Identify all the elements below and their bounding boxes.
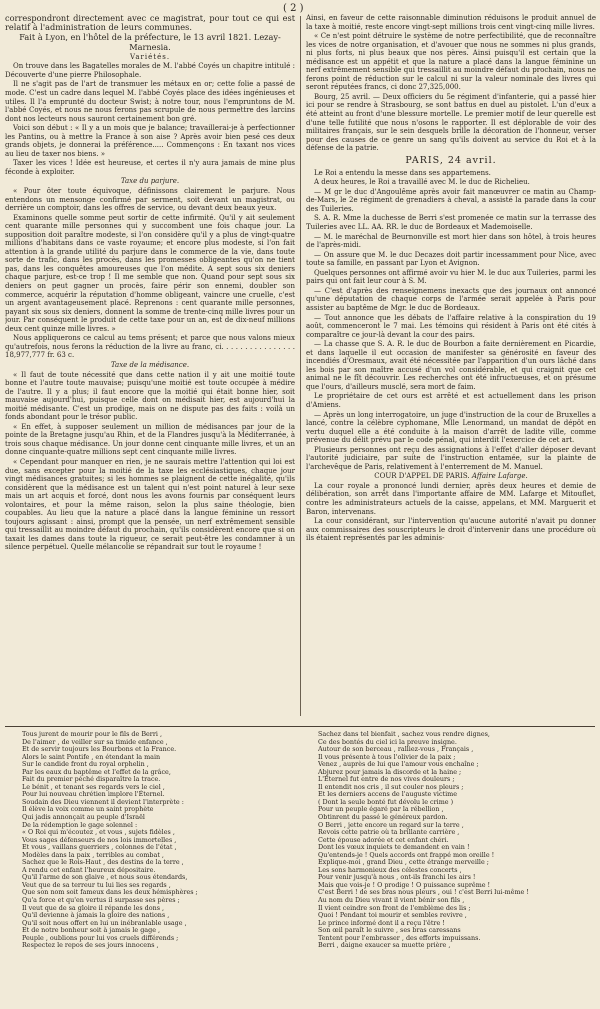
paragraph: Ainsi, en faveur de cette raisonnable diminution réduisons le produit annuel de la taxe à moitié, reste encore vingt-sept millions trois cent vingt-cinq mille livres. [306, 14, 596, 31]
news-item: Le Roi a entendu la messe dans ses appartemens. [314, 168, 491, 177]
news-item: Quelques personnes ont affirmé avoir vu hier M. le duc aux Tuileries, parmi les pairs qui ont fait leur cour à S. M. [306, 268, 596, 286]
poem-line: Revois cette patrie où ta brillante carrière , [318, 828, 460, 837]
news-item: — La chasse que S. A. R. le duc de Bourbon a faite dernièrement en Picardie, et dans laquelle il eut occasion de manifester sa générosité en faveur des incendiés d'Oresmaux, avait été nécessitée par l'apparition d'un ours lâché dans les bois par son maître accusé d'un vol considérable, et qui craignit que cet animal ne le fît découvrir. Les recherches ont été infructueuses, et on présume que l'ours, d'ailleurs musclé, sera mort de faim. [306, 340, 596, 391]
poem-line: Abjurez pour jamais la discorde et la haine ; [318, 767, 462, 776]
news-item: A deux heures, le Roi a travaillé avec M. le duc de Richelieu. [314, 178, 530, 187]
poem-line: Veut que de sa terreur tu lui lies ses regards , [22, 880, 171, 889]
paragraph: « Cependant pour manquer en rien, je ne saurais mettre l'attention qui loi est due, sans excepter pour la moitié de la taxe les ecclésiastiques, chaque jour vingt médisances gratuites; si les hommes se plaignent de cette inégalité, qu'ils considèrent que la médisance est un talent qui n'est point naturel à leur sexe mais un art acquis et forcé, dont nous les avons fournis par conséquent leurs volontaires, et pour la même raison, selon la plus saine théologie, bien coupables. Au lieu que la nature a placé dans la langue féminine un ressort toujours agissant : ainsi, prompt que la pensée, un nerf extrêmement sensible qui tressaillit au moindre défaut du prochain, qu'ils considèrent encore que si on taxait les dames dans toute la rigueur, ce serait peut-être les condamner à un silence perpétuel. Quelle mélancolie se répandrait sur tout le royaume ! [5, 457, 295, 552]
poem-line: ( Dont la seule bonté fut dévolu le crime ) [318, 797, 454, 806]
poem-line: Explique-moi , grand Dieu , cette étrange merveille ; [318, 858, 489, 867]
poem-line: De la rédemption le gage solennel : [22, 820, 138, 829]
section-heading-paris: PARIS, 24 avril. [405, 154, 497, 166]
poem-line: Il veut que de sa gloire il répande les dons , [22, 903, 165, 912]
section-heading-taxe-parjure: Taxe du parjure. [120, 177, 180, 186]
poem-line: Fait du premier péché disparaître la trace. [22, 775, 161, 784]
news-item: — C'est d'après des renseignemens inexacts que des journaux ont annoncé qu'une députation de chaque corps de l'armée serait appelée à Paris pour assister au baptême de Mgr. le duc de Bordeaux. [306, 286, 596, 312]
poem-line: Que son nom soit fameux dans les deux hémisphères ; [22, 888, 198, 897]
paragraph: Il ne s'agit pas de l'art de transmuer les métaux en or; cette folie a passé de mode. C'est un cadre dans lequel M. l'abbé Coyés place des idées ingénieuses et utiles. Il l'a emprunté du docteur Swist; à notre tour, nous l'empruntons de M. l'abbé Coyés, et nous ne nous ferons pas scrupule de nous permettre des larcins dont nos lecteurs nous sauront certainement bon gré. [5, 80, 295, 123]
paragraph: « En effet, à supposer seulement un million de médisances par jour de la pointe de la Bretagne jusqu'au Rhin, et de la Flandres jusqu'à la Méditerranée, à trois sous chaque médisance. Un jour donne cent cinquante mille livres, et un an donne cinquante-quatre millions sept cent cinquante mille livres. [5, 422, 295, 457]
poem-line: Il vient ceindre son front de l'emblème des lis ; [318, 903, 471, 912]
poem-line: Sachez dans tel bienfait , sachez vous rendre dignes, [318, 731, 490, 738]
news-item: Le propriétaire de cet ours est arrêté et est actuellement dans les prison d'Amiens. [306, 392, 596, 409]
poem-line: Autour de son berceau , ralliez-vous , Français , [318, 745, 474, 754]
poem-line: Tous jurent de mourir pour le fils de Berri , [22, 731, 163, 738]
section-divider [5, 726, 595, 727]
poem-line: Venez , auprès de lui que l'amour vous enchaîne ; [318, 760, 479, 769]
poem-line: Obtinrent du passé le généreux pardon. [318, 813, 448, 822]
paragraph: Bourg, 25 avril. — Deux officiers du 5e régiment d'infanterie, qui a passé hier ici pour se rendre à Strasbourg, se sont battus en duel au pistolet. L'un d'eux a été atteint au front d'une blessure mortelle. Le premier motif de leur querelle est d'une telle futilité que nous n'osons le rapporter. Il est déplorable de voir des militaires français, sur le sein desquels brille la décoration de l'honneur, verser pour des causes de ce genre un sang qu'ils doivent au service du Roi et à la défense de la patrie. [306, 92, 596, 153]
poem-left [22, 731, 310, 1007]
paragraph: La cour royale a prononcé lundi dernier, après deux heures et demie de délibération, son arrêt dans l'importante affaire de MM. Lafarge et Mitouflet, contre les administrateurs actuels de la caisse, appelans, et MM. Marguerit et Baron, intervenans. [306, 481, 596, 516]
poem-right [318, 731, 600, 1007]
section-heading-cour [306, 472, 596, 481]
poem-line: Cette épouse adorée et cet enfant chéri. [318, 835, 449, 844]
poem-line: Sur le candide front du royal orphelin , [22, 760, 149, 769]
poem-line: Qu'a force et qu'en vertus il surpasse ses pères ; [22, 896, 180, 905]
poem-line: Vous sages défenseurs de nos lois immortelles , [22, 835, 177, 844]
poem-line: Le bénit , et tenant ses regards vers le ciel , [22, 782, 165, 791]
poem-line: A rendu cet enfant l'heureux dépositaire. [22, 865, 156, 874]
poem-line: Modèles dans la paix , terribles au combat , [22, 850, 164, 859]
paragraph: « Ce n'est point détruire le système de notre perfectibilité, que de reconnaître les vices de notre organisation, et d'avouer que nous ne sommes ni plus grands, ni plus forts, ni plus beaux que nos pères. Ainsi puisqu'il est certain que la médisance est un appétit et que la nature a placé dans la langue féminine un nerf extrêmement sensible qui tressaillit au moindre défaut du prochain, nous ne ferons point de réduction sur le calcul ni sur la valeur nominale des livres qui seront réputées francs, ci donc 27,325,000. [306, 32, 596, 92]
poem-line: Pour un peuple égaré par la rébellion , [318, 805, 444, 814]
news-item: — On assure que M. le duc Decazes doit partir incessamment pour Nice, avec toute sa famille, en passant par Lyon et Avignon. [306, 250, 596, 268]
poem-line: « O Roi qui m'écoutez , et vous , sujets fidèles , [22, 828, 175, 837]
poem-line: Sachez que le Rois-Haut , des destins de la terre , [22, 858, 184, 867]
poem-line: Pour venir jusqu'à nous , ont-ils franchi les airs ! [318, 873, 476, 882]
poem-line: Qu'il soit nous offert en lui un inébranlable usage , [22, 918, 187, 927]
poem-line: Ce des bontés du ciel ici la preuve insigne. [318, 737, 457, 746]
poem-line: Et vous , vaillans guerriers , colonnes de l'état , [22, 843, 177, 852]
poem-line: Berri , daigne exaucer sa muette prière , [318, 941, 451, 950]
poem-line: Au nom du Dieu vivant il vient bénir son fils , [318, 896, 465, 905]
left-intro-text: correspondront directement avec ce magistrat, pour tout ce qui est relatif à l'administration de leurs communes. [5, 14, 295, 33]
left-column [5, 14, 295, 724]
poem-line: Et les derniers accens de l'auguste victime [318, 790, 457, 799]
poem-line: De l'aimer , de veiller sur sa timide enfance , [22, 737, 168, 746]
poem-line: Il vous présente à tous l'olivier de la paix ; [318, 752, 456, 761]
poem-line: Son œil paraît le suivre , ses bras caressans [318, 926, 461, 935]
paragraph: Examinons quelle somme peut sortir de cette infirmité. Qu'il y ait seulement cent quarante mille personnes qui y succombent une fois chaque jour. La supposition doit paraître modeste, si l'on considère qu'il y a plus de vingt-quatre millions d'habitans dans ce vaste royaume; et encore plus modeste, si l'on fait attention à la grande utilité du parjure dans le commerce de la vie, dans toute sorte de trafic, dans les procès, dans les promesses obligeantes qu'on ne tient pas, dans les conquêtes amoureuses que l'on médite. A sept sous six deniers chaque parjure, est-ce trop ! Il me semble que non. Quand pour sept sous six deniers on peut gagner un procès, faire périr son ennemi, doubler son commerce, acquérir la réputation d'homme obligeant, vaincre une cruelle, c'est un argent avantageusement placé. Reprenons : cent quarante mille personnes, payant six sous six deniers, donnent la somme de trente-cinq mille livres pour un jour. Par conséquent le produit de cette taxe pour un an, est de dix-neuf millions deux cent quinze mille livres. » [5, 213, 295, 333]
news-item: — M. le maréchal de Beurnonville est mort hier dans son hôtel, à trois heures de l'après-midi. [306, 232, 596, 250]
poem-line: Pour lui nouveau chrétien implore l'Éternel. [22, 790, 165, 799]
paragraph: Voici son début : « Il y a un mois que je balance; travaillerai-je à perfectionner les Pantins, ou à mettre la France à son aise ? Après avoir bien pesé ces deux grands objets, je donnerai la préférence..... Commençons : En taxant nos vices au lieu de taxer nos biens. » [5, 124, 295, 158]
section-heading-varietes: Variétés. [129, 52, 171, 61]
cour-subtitle: Affaire Lafarge. [471, 472, 528, 481]
poem-line: Qu'entends-je ! Quels accords ont frappé mon oreille ! [318, 850, 495, 859]
column-divider [300, 16, 301, 716]
poem-line: Soudain des Dieu viennent il devient l'interprète : [22, 797, 184, 806]
poem-line: Mais que vois-je ! O prodige ! O puissance suprême ! [318, 880, 491, 889]
dateline-signature: Fait à Lyon, en l'hôtel de la préfecture, le 13 avril 1821. Lezay-Marnesia. [19, 32, 281, 52]
poem-line: Par les eaux du baptême et l'effet de la grâce, [22, 767, 171, 776]
news-item: — M gr le duc d'Angoulême après avoir fait manœuvrer ce matin au Champ-de-Mars, le 2e régiment de grenadiers à cheval, a assisté la parade dans la cour des Tuileries. [306, 187, 596, 213]
poem-line: Tentent pour l'embrasser , des efforts impuissans. [318, 933, 481, 942]
poem-line: Qui jadis annonçait au peuple d'Israël [22, 813, 145, 822]
paragraph: « Il faut de toute nécessité que dans cette nation il y ait une moitié toute bonne et l'autre toute mauvaise; puisqu'une moitié est toute occupée à médire de l'autre. Il y a plus; il faut encore que la moitié qui était bonne hier, soit mauvaise aujourd'hui, puisque celle dont on médisait hier, est aujourd'hui la moitié médisante. C'est un prodige, mais on ne dispute pas des faits : voilà un fonds abondant pour le trésor public. [5, 370, 295, 422]
paragraph: La cour considérant, sur l'intervention qu'aucune autorité n'avait pu donner aux commissaires des souscripteurs le droit d'intervenir dans une procédure où ils étaient représentés par les adminis- [306, 517, 596, 543]
poem-line: C'est Berri ! de ses bras nous pleurs , oui ! c'est Berri lui-même ! [318, 888, 529, 897]
page-number: ( 2 ) [283, 3, 304, 14]
poem-line: Dont les vœux inquiets te demandent en vain ! [318, 843, 470, 852]
news-item: — Après un long interrogatoire, un juge d'instruction de la cour de Bruxelles a lancé, contre la célèbre cyphomane, Mlle Lenormand, un mandat de dépôt en vertu duquel elle a été conduite à la maison d'arrêt de ladite ville, comme prévenue du délit prévu par le code pénal, qui interdit l'exercice de cet art. [306, 410, 596, 445]
paragraph: On trouve dans les Bagatelles morales de M. l'abbé Coyés un chapitre intitulé : Découverte d'une pierre Philosophale. [5, 62, 295, 79]
poem-line: Et de servir toujours les Bourbons et la France. [22, 745, 177, 754]
poem-line: Alors le saint Pontife , en étendant la main [22, 752, 161, 761]
poem-line: Quoi ! Pendant toi mourir et sembles revivre , [318, 911, 467, 920]
news-item: S. A. R. Mme la duchesse de Berri s'est promenée ce matin sur la terrasse des Tuileries avec LL. AA. RR. le duc de Bordeaux et Mademoiselle. [306, 214, 596, 232]
news-item: — Tout annonce que les débats de l'affaire relative à la conspiration du 19 août, commenceront le 7 mai. Les témoins qui résident à Paris ont été cités à comparaître ce jour-là devant la cour des pairs. [306, 313, 596, 339]
poem-line: Respectez le repos de ses jours innocens , [22, 941, 159, 950]
paragraph: « Pour ôter toute équivoque, définissons clairement le parjure. Nous entendons un mensonge confirmé par serment, soit devant un magistrat, ou derrière un comptoir, dans les offres de service, ou devant deux beaux yeux. [5, 187, 295, 213]
poem-line: Le prince informé dont il a reçu l'être ! [318, 918, 445, 927]
poem-line: Qu'il l'arme de son glaive , et nous sous étendards, [22, 873, 188, 882]
paragraph: Taxer les vices ! Idée est heureuse, et certes il n'y aura jamais de mine plus féconde à exploiter. [5, 159, 295, 176]
poem-line: O Berri , jette encore un regard sur la terre , [318, 820, 464, 829]
section-heading-taxe-medisance: Taxe de la médisance. [110, 360, 190, 369]
poem-line: Qu'il devienne à jamais la gloire des nations , [22, 911, 170, 920]
poem-line: Les sons harmonieux des célestes concerts , [318, 865, 462, 874]
poem-line: Peuple , oublions pour lui vos cruels différends ; [22, 933, 179, 942]
news-item: Plusieurs personnes ont reçu des assignations à l'effet d'aller déposer devant l'autorité judiciaire, par suite de l'instruction entamée, sur la plainte de l'archevêque de Paris, relativement à l'enterrement de M. Manuel. [306, 445, 596, 471]
poem-line: L'Éternel fut entre de nos vives douleurs ; [318, 775, 455, 784]
right-column [306, 14, 596, 724]
cour-title: COUR D'APPEL DE PARIS. [374, 472, 470, 481]
paragraph: Nous appliquerons ce calcul au tems présent; et parce que nous valons mieux qu'autrefois, nous ferons la réduction de la livre au franc, ci. . . . . . . . . . . . . . . . 18,977,777 fr. 63 c. [5, 334, 295, 360]
poem-line: Et de notre bonheur soit à jamais le gage , [22, 926, 161, 935]
poem-line: Il entendit nos cris , il sut couler nos pleurs ; [318, 782, 464, 791]
poem-line: Il élève la voix comme un saint prophète [22, 805, 154, 814]
